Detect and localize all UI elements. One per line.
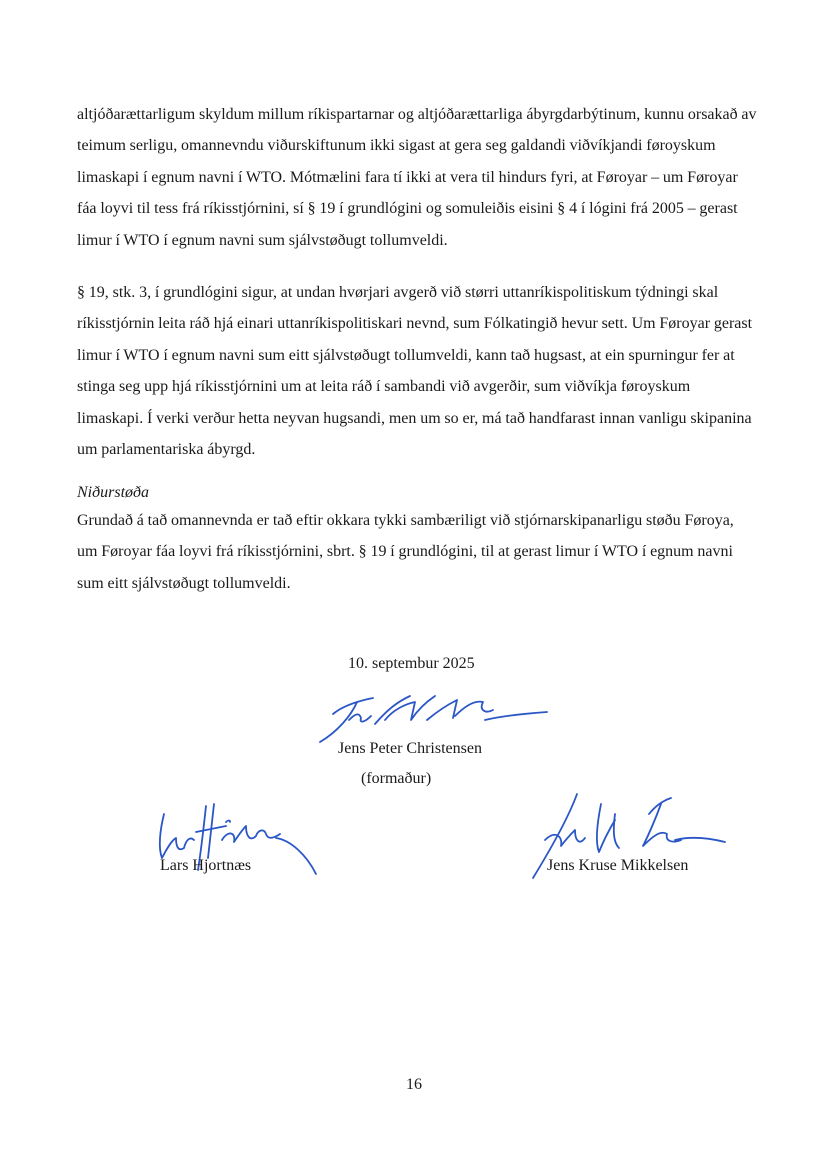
conclusion-heading: Niðurstøða — [77, 484, 150, 501]
chair-role: (formaður) — [361, 770, 432, 787]
body-paragraph-1: altjóðarættarligum skyldum millum ríkispartarnar og altjóðarættarliga ábyrgdarbýtinum, kunnu orsakað av teimum serligu, omannevndu viðurskiftunum ikki sigast at gera seg galdandi viðvíkjandi føroyskum limaskapi í egnum navni í WTO. Mótmælini fara tí ikki at vera til hindurs fyri, at Føroyar – um Føroyar fáa loyvi til tess frá ríkisstjórnini, sí § 19 í grundlógini og somuleiðis eisini § 4 í lógini frá 2005 – gerast limur í WTO í egnum navni sum sjálvstøðugt tollumveldi. — [77, 106, 757, 249]
chair-name: Jens Peter Christensen — [338, 740, 482, 757]
member2-name: Jens Kruse Mikkelsen — [547, 857, 689, 874]
conclusion-paragraph: Grundað á tað omannevnda er tað eftir okkara tykki sambæriligt við stjórnarskipanarligu støðu Føroya, um Føroyar fáa loyvi frá ríkisstjórnini, sbrt. § 19 í grundlógini, til at gerast limur í WTO í egnum navni sum eitt sjálvstøðugt tollumveldi. — [77, 512, 734, 592]
page-number: 16 — [406, 1076, 422, 1093]
member1-name: Lars Hjortnæs — [160, 857, 252, 874]
body-paragraph-2: § 19, stk. 3, í grundlógini sigur, at undan hvørjari avgerð við størri uttanríkispolitiskum týdningi skal ríkisstjórnin leita ráð hjá einari uttanríkispolitiskari nevnd, sum Fólkatingið hevur sett. Um Føroyar gerast limur í WTO í egnum navni sum eitt sjálvstøðugt tollumveldi, kann tað hugsast, at ein spurningur fer at stinga seg upp hjá ríkisstjórnini um at leita ráð í sambandi við avgerðir, sum viðvíkja føroyskum limaskapi. Í verki verður hetta neyvan hugsandi, men um so er, má tað handfarast innan vanligu skipanina um parlamentariska ábyrgd. — [77, 284, 753, 459]
signing-date: 10. septembur 2025 — [348, 655, 475, 672]
